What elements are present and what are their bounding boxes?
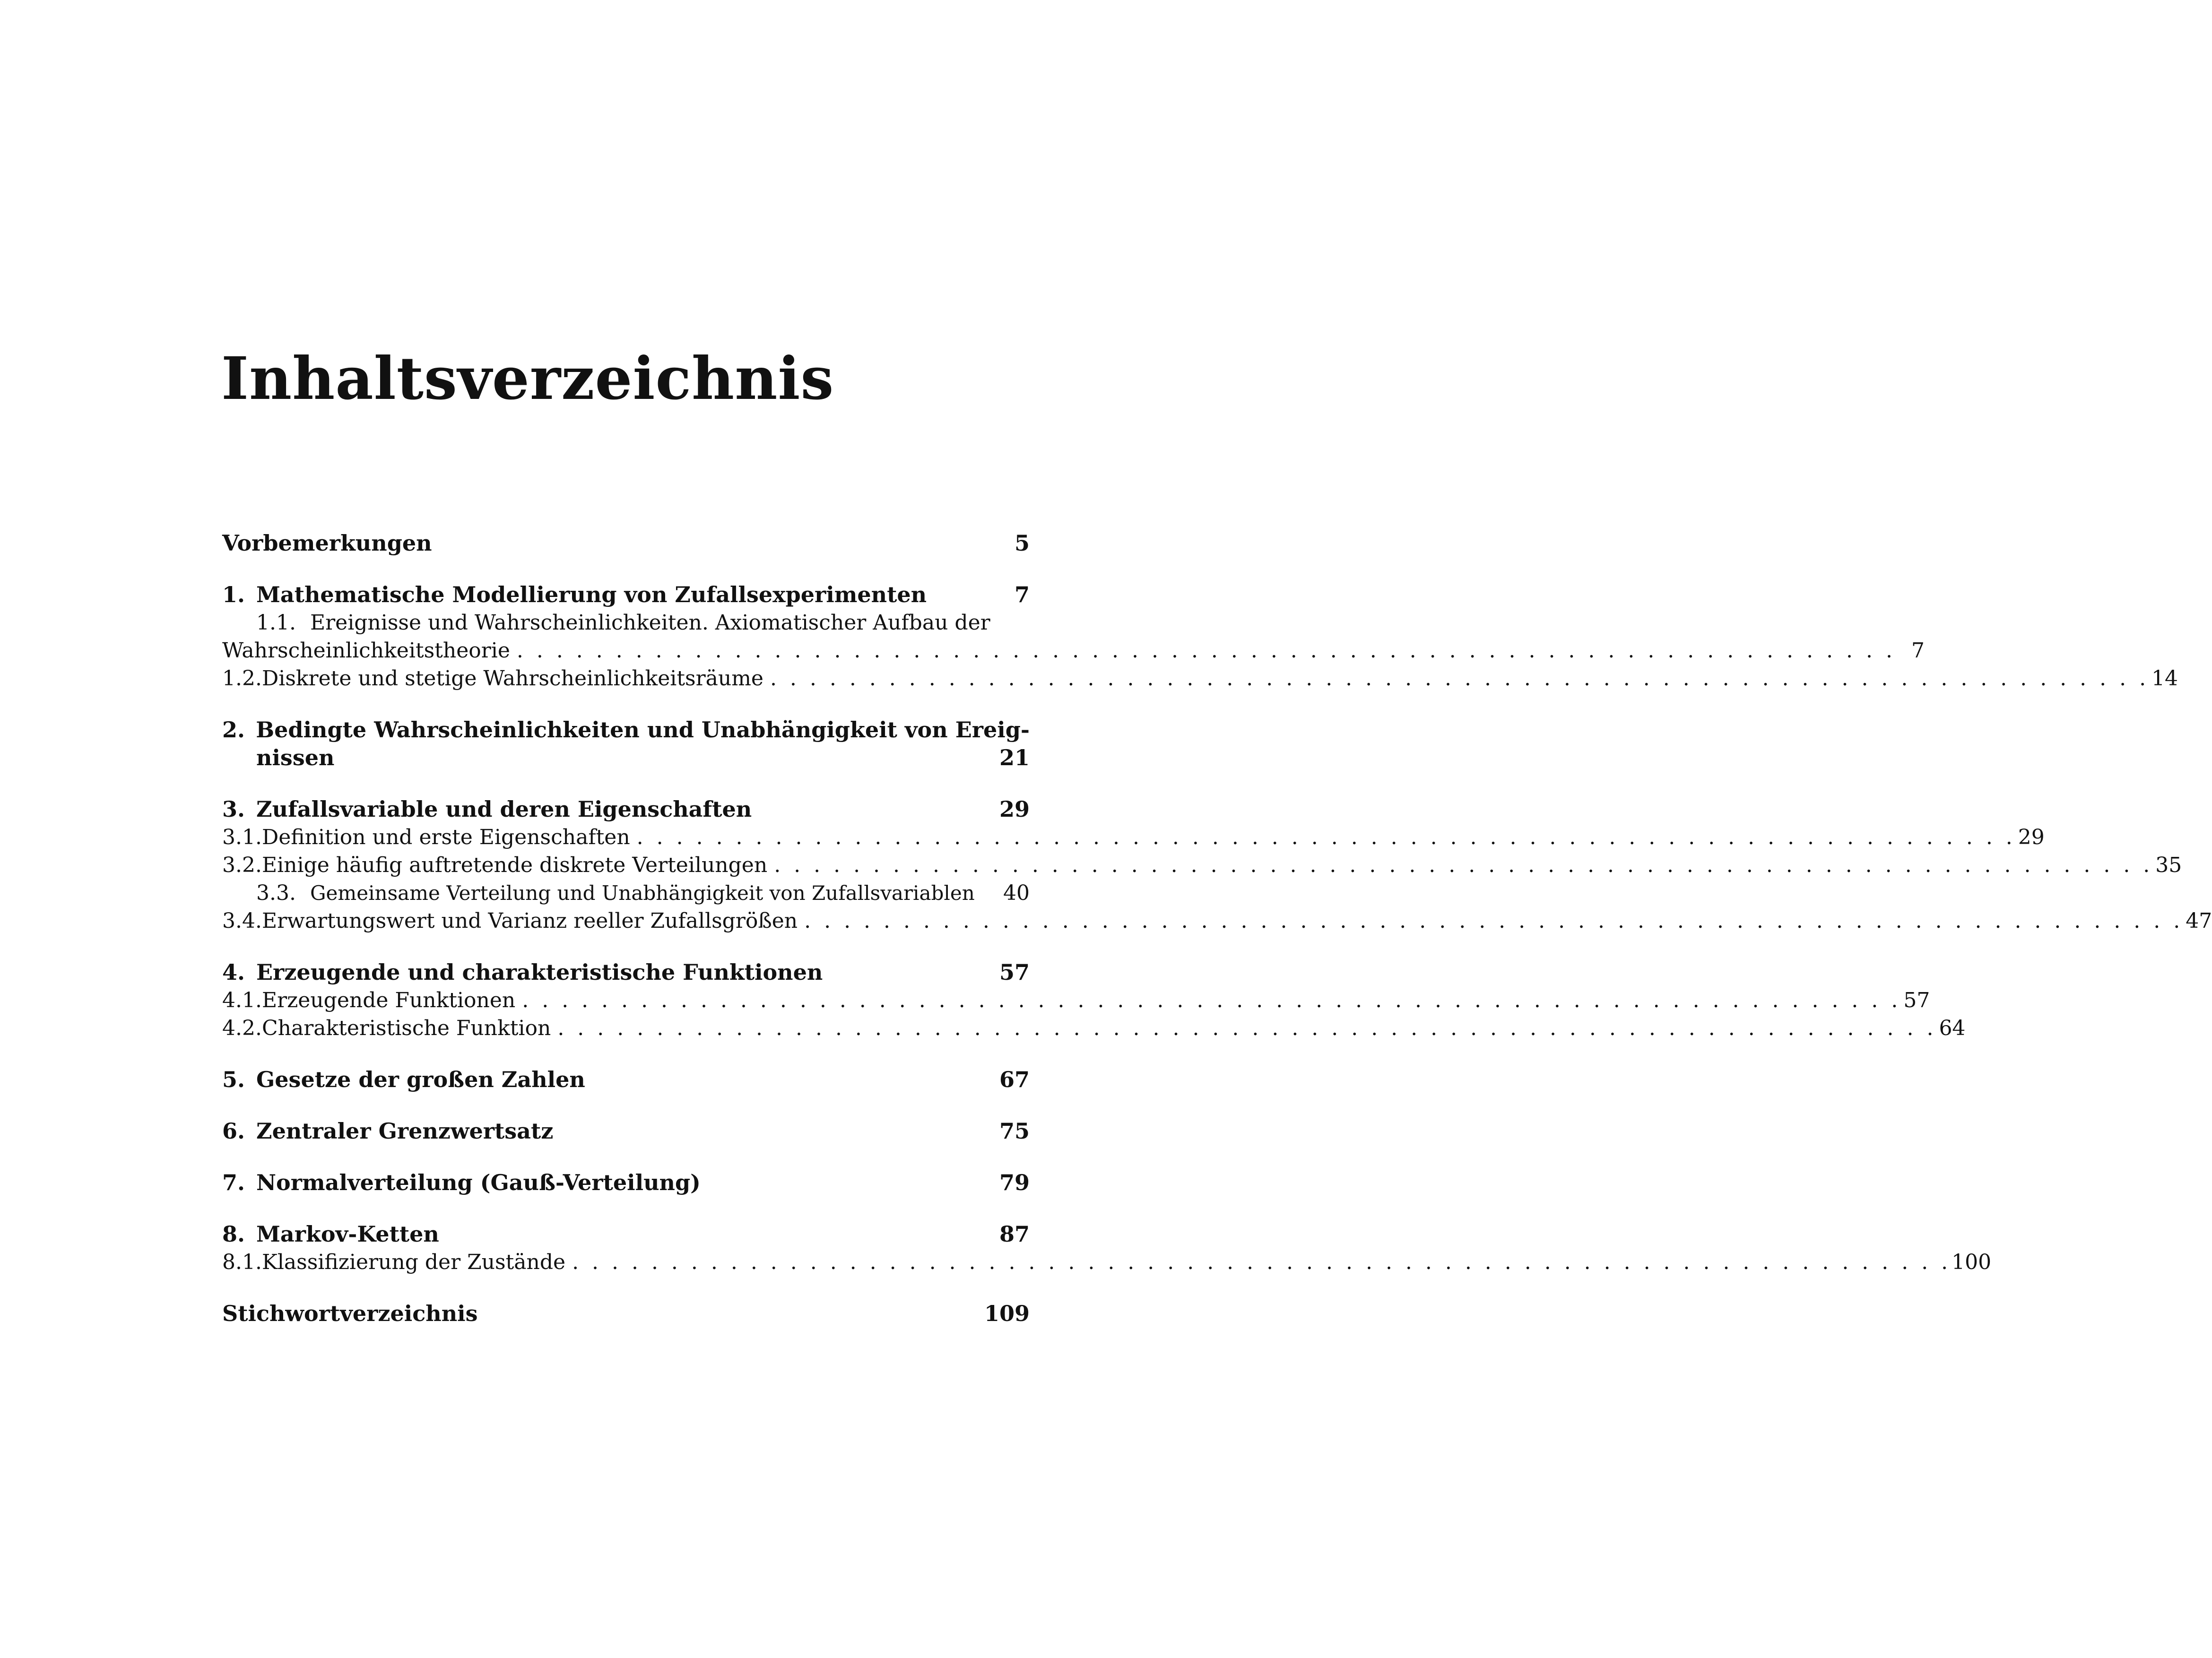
toc-entry-title: Vorbemerkungen <box>222 530 432 556</box>
toc-page-number: 7 <box>1014 582 1030 607</box>
toc-chapter-6[interactable] <box>222 1117 1030 1145</box>
toc-section-3-1[interactable] <box>222 823 2045 851</box>
section-number: 3.1. <box>222 825 262 849</box>
toc-entry-title: Stichwortverzeichnis <box>222 1301 478 1326</box>
toc-section-1-1-continuation[interactable] <box>222 637 1925 665</box>
toc-page-number: 35 <box>2155 853 2182 877</box>
section-title: Charakteristische Funktion <box>261 1016 551 1040</box>
dot-leader <box>522 986 1898 1014</box>
toc-page-number: 47 <box>2186 909 2212 933</box>
toc-chapter-8[interactable] <box>222 1220 1030 1248</box>
chapter-title: Bedingte Wahrscheinlichkeiten und Unabhängigkeit von Ereig- <box>256 717 1030 743</box>
dot-leader <box>517 637 1892 665</box>
chapter-number: 8. <box>222 1221 245 1247</box>
chapter-title: Markov-Ketten <box>256 1221 439 1247</box>
toc-section-8-1[interactable] <box>222 1248 1992 1276</box>
page-title: Inhaltsverzeichnis <box>221 345 834 413</box>
toc-page-number: 21 <box>999 745 1030 770</box>
toc-chapter-5[interactable] <box>222 1066 1030 1094</box>
section-number: 1.1. <box>256 611 296 635</box>
section-number: 3.2. <box>222 853 262 877</box>
dot-leader <box>572 1248 1948 1276</box>
toc-section-3-4[interactable] <box>222 907 2212 935</box>
section-number: 3.3. <box>256 881 296 905</box>
toc-entry-stichwortverzeichnis[interactable] <box>222 1300 1030 1328</box>
toc-page-number: 29 <box>999 796 1030 822</box>
chapter-number: 2. <box>222 717 245 743</box>
toc-page-number: 100 <box>1952 1250 1992 1274</box>
toc-section-4-1[interactable] <box>222 986 1930 1014</box>
chapter-number: 1. <box>222 582 245 607</box>
section-title: Erwartungswert und Varianz reeller Zufallsgrößen <box>261 909 798 933</box>
toc-section-3-2[interactable] <box>222 851 2182 879</box>
chapter-title: Zufallsvariable und deren Eigenschaften <box>256 796 752 822</box>
chapter-title: Normalverteilung (Gauß-Verteilung) <box>256 1170 701 1195</box>
toc-chapter-3[interactable] <box>222 795 1030 823</box>
toc-page-number: 5 <box>1014 530 1030 556</box>
section-number: 8.1. <box>222 1250 262 1274</box>
section-title: Erzeugende Funktionen <box>261 988 516 1012</box>
chapter-number: 5. <box>222 1067 245 1092</box>
toc-section-1-1[interactable] <box>222 609 1030 637</box>
toc-section-3-3[interactable] <box>222 879 1030 907</box>
chapter-title: Mathematische Modellierung von Zufallsexperimenten <box>256 582 927 607</box>
chapter-title-continuation: nissen <box>256 745 335 770</box>
section-number: 4.1. <box>222 988 262 1012</box>
toc-page-number: 57 <box>1903 988 1930 1012</box>
section-title: Gemeinsame Verteilung und Unabhängigkeit von Zufallsvariablen <box>310 881 975 905</box>
dot-leader <box>804 907 2180 935</box>
toc-chapter-7[interactable] <box>222 1169 1030 1197</box>
section-number: 3.4. <box>222 909 262 933</box>
section-number: 4.2. <box>222 1016 262 1040</box>
toc-chapter-2-continuation[interactable] <box>222 744 1030 772</box>
toc-page-number: 64 <box>1939 1016 1966 1040</box>
chapter-number: 6. <box>222 1118 245 1144</box>
table-of-contents <box>222 529 2212 1328</box>
toc-page-number: 40 <box>1003 881 1030 905</box>
dot-leader <box>770 665 2146 692</box>
dot-leader <box>774 851 2150 879</box>
section-title-continuation: Wahrscheinlichkeitstheorie <box>222 639 510 663</box>
toc-chapter-1[interactable] <box>222 581 1030 609</box>
toc-section-4-2[interactable] <box>222 1014 1966 1042</box>
toc-page-number: 7 <box>1911 639 1925 663</box>
chapter-title: Gesetze der großen Zahlen <box>256 1067 585 1092</box>
toc-page-number: 79 <box>999 1170 1030 1195</box>
section-title: Klassifizierung der Zustände <box>261 1250 566 1274</box>
dot-leader <box>557 1014 1933 1042</box>
chapter-number: 4. <box>222 959 245 985</box>
toc-page-number: 14 <box>2151 666 2178 691</box>
chapter-title: Erzeugende und charakteristische Funktionen <box>256 959 823 985</box>
toc-page-number: 29 <box>2018 825 2045 849</box>
dot-leader <box>637 823 2012 851</box>
toc-page-number: 109 <box>984 1301 1030 1326</box>
toc-chapter-2[interactable] <box>222 716 1030 744</box>
toc-page-number: 57 <box>999 959 1030 985</box>
section-title: Einige häufig auftretende diskrete Verteilungen <box>261 853 768 877</box>
toc-page-number: 75 <box>999 1118 1030 1144</box>
toc-section-1-2[interactable] <box>222 665 2178 692</box>
section-number: 1.2. <box>222 666 262 691</box>
chapter-number: 7. <box>222 1170 245 1195</box>
chapter-number: 3. <box>222 796 245 822</box>
toc-page-number: 87 <box>999 1221 1030 1247</box>
toc-page-number: 67 <box>999 1067 1030 1092</box>
chapter-title: Zentraler Grenzwertsatz <box>256 1118 554 1144</box>
section-title: Ereignisse und Wahrscheinlichkeiten. Axiomatischer Aufbau der <box>310 611 990 635</box>
section-title: Definition und erste Eigenschaften <box>261 825 630 849</box>
toc-entry-vorbemerkungen[interactable] <box>222 529 1030 557</box>
section-title: Diskrete und stetige Wahrscheinlichkeitsräume <box>261 666 763 691</box>
toc-chapter-4[interactable] <box>222 959 1030 986</box>
